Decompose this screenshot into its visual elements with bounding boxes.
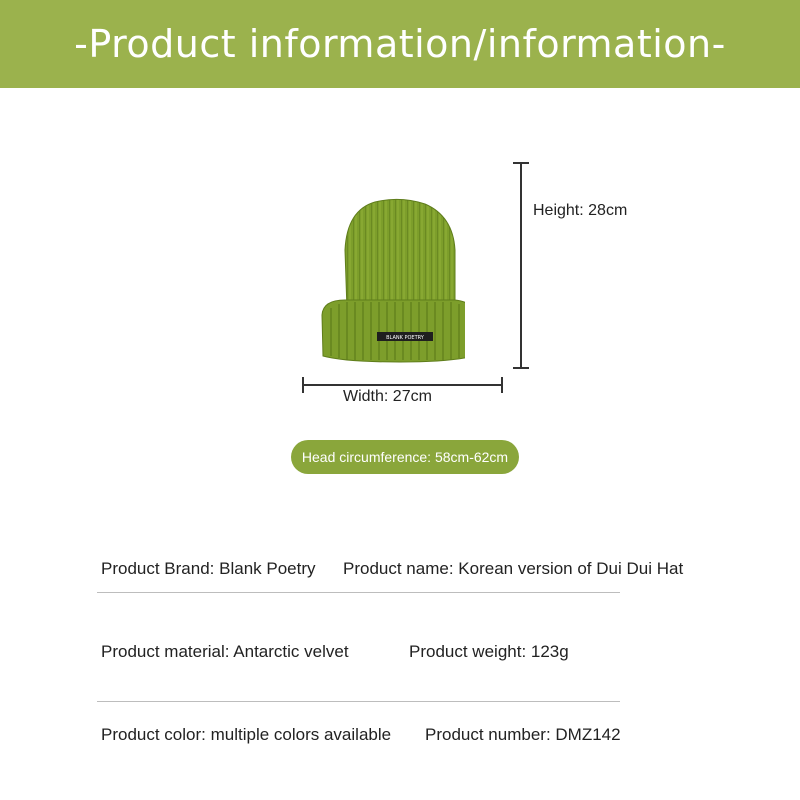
divider (97, 701, 620, 702)
height-dimension-cap-top (513, 162, 529, 164)
product-material: Product material: Antarctic velvet (101, 642, 349, 661)
product-brand: Product Brand: Blank Poetry (101, 559, 316, 578)
divider (97, 592, 620, 593)
hat-label-text: BLANK POETRY (386, 335, 424, 341)
height-dimension-cap-bottom (513, 367, 529, 369)
beanie-hat-illustration (305, 190, 465, 370)
width-dimension-line (302, 384, 502, 386)
height-dimension-line (520, 162, 522, 368)
head-circumference-badge (291, 440, 519, 474)
banner-title: -Product information/information- (74, 22, 726, 66)
product-name: Product name: Korean version of Dui Dui Hat (343, 559, 684, 578)
head-circumference-text: Head circumference: 58cm-62cm (301, 449, 509, 465)
hat-crown (345, 199, 455, 310)
info-row-3 (0, 725, 800, 749)
hat-image (305, 190, 465, 370)
width-dimension-cap-left (302, 377, 304, 393)
info-row-2 (0, 642, 800, 666)
product-weight: Product weight: 123g (409, 642, 569, 661)
width-dimension-cap-right (501, 377, 503, 393)
product-number: Product number: DMZ142 (425, 725, 621, 744)
info-row-1 (0, 559, 800, 583)
header-banner (0, 0, 800, 88)
product-color: Product color: multiple colors available (101, 725, 392, 744)
width-label: Width: 27cm (343, 388, 432, 405)
height-label: Height: 28cm (533, 202, 628, 219)
